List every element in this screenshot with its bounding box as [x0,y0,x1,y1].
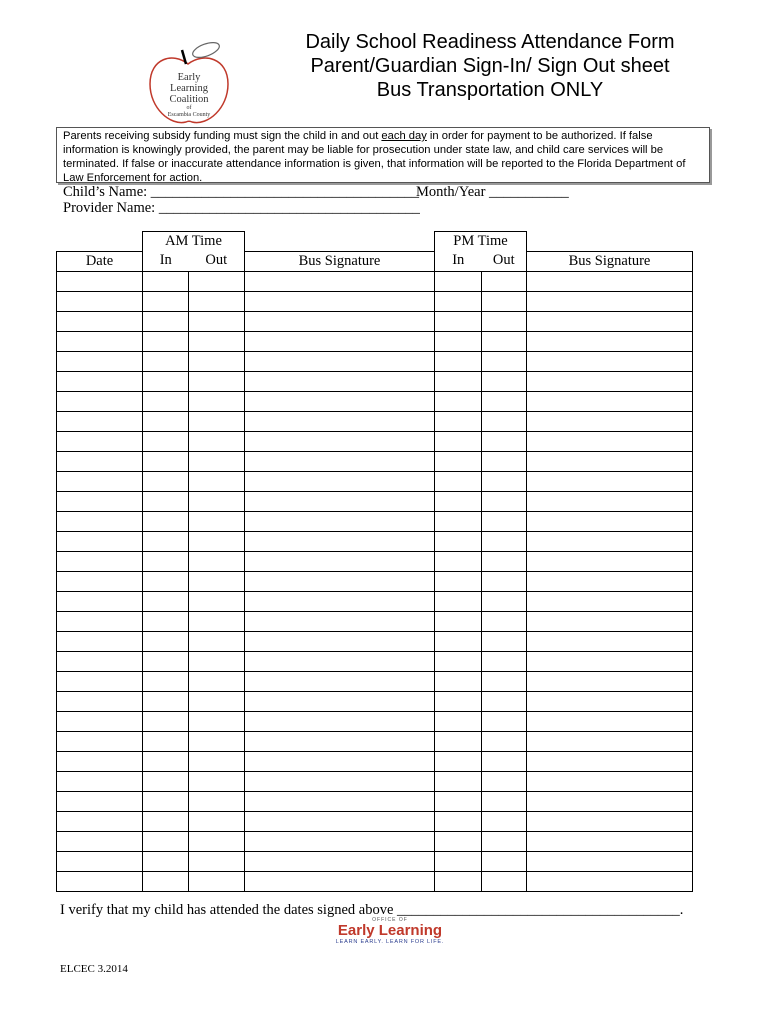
date-cell[interactable] [57,531,143,551]
pm-in-cell[interactable] [435,731,482,751]
pm-in-cell[interactable] [435,491,482,511]
tagline: LEARN EARLY. LEARN FOR LIFE. [335,939,445,945]
pm-bus-signature-cell[interactable] [527,471,693,491]
date-cell[interactable] [57,651,143,671]
pm-in-cell[interactable] [435,331,482,351]
pm-bus-signature-cell[interactable] [527,871,693,891]
table-row [57,451,693,471]
am-in-cell[interactable] [143,671,189,691]
pm-bus-signature-cell[interactable] [527,811,693,831]
pm-bus-signature-cell[interactable] [527,831,693,851]
am-bus-signature-cell[interactable] [245,651,435,671]
pm-out-cell[interactable] [482,651,527,671]
pm-out-cell[interactable] [482,611,527,631]
am-in-cell[interactable] [143,831,189,851]
table-row [57,471,693,491]
date-cell[interactable] [57,271,143,291]
header-spacer [527,232,693,252]
attendance-table [56,231,693,892]
am-out-header: Out [189,251,245,271]
pm-out-cell[interactable] [482,351,527,371]
pm-bus-signature-cell[interactable] [527,551,693,571]
am-bus-signature-cell[interactable] [245,751,435,771]
pm-out-cell[interactable] [482,371,527,391]
table-row [57,731,693,751]
pm-bus-signature-cell[interactable] [527,351,693,371]
pm-in-cell[interactable] [435,671,482,691]
am-bus-signature-cell[interactable] [245,311,435,331]
am-in-cell[interactable] [143,471,189,491]
am-out-cell[interactable] [189,871,245,891]
pm-out-cell[interactable] [482,331,527,351]
am-in-cell[interactable] [143,391,189,411]
am-in-cell[interactable] [143,511,189,531]
am-bus-signature-cell[interactable] [245,271,435,291]
am-out-cell[interactable] [189,351,245,371]
pm-bus-signature-cell[interactable] [527,731,693,751]
am-out-cell[interactable] [189,331,245,351]
am-bus-signature-cell[interactable] [245,671,435,691]
pm-in-cell[interactable] [435,651,482,671]
am-bus-signature-cell[interactable] [245,411,435,431]
am-out-cell[interactable] [189,511,245,531]
am-out-cell[interactable] [189,571,245,591]
am-in-cell[interactable] [143,631,189,651]
pm-in-cell[interactable] [435,791,482,811]
pm-out-cell[interactable] [482,531,527,551]
am-in-cell[interactable] [143,651,189,671]
pm-bus-signature-cell[interactable] [527,291,693,311]
date-cell[interactable] [57,831,143,851]
pm-bus-signature-cell[interactable] [527,851,693,871]
am-out-cell[interactable] [189,471,245,491]
table-row [57,531,693,551]
header-spacer [57,232,143,252]
am-bus-signature-cell[interactable] [245,731,435,751]
am-out-cell[interactable] [189,751,245,771]
am-bus-signature-cell[interactable] [245,291,435,311]
am-bus-signature-cell[interactable] [245,691,435,711]
am-out-cell[interactable] [189,711,245,731]
date-cell[interactable] [57,551,143,571]
table-row [57,831,693,851]
pm-bus-signature-cell[interactable] [527,631,693,651]
am-out-cell[interactable] [189,451,245,471]
am-bus-signature-cell[interactable] [245,711,435,731]
am-in-cell[interactable] [143,431,189,451]
pm-out-cell[interactable] [482,511,527,531]
pm-in-cell[interactable] [435,391,482,411]
am-out-cell[interactable] [189,651,245,671]
month-year-field[interactable]: Month/Year ___________ [416,184,569,200]
am-in-cell[interactable] [143,711,189,731]
am-in-cell[interactable] [143,331,189,351]
pm-bus-signature-cell[interactable] [527,431,693,451]
logo-line-5: Escambia County [167,112,211,118]
pm-bus-signature-cell[interactable] [527,651,693,671]
title-line-1: Daily School Readiness Attendance Form [305,31,675,53]
am-out-cell[interactable] [189,691,245,711]
date-header: Date [57,251,143,271]
title-line-3: Bus Transportation ONLY [376,79,604,101]
am-in-cell[interactable] [143,871,189,891]
pm-in-cell[interactable] [435,871,482,891]
date-cell[interactable] [57,771,143,791]
table-row [57,711,693,731]
pm-out-cell[interactable] [482,491,527,511]
date-cell[interactable] [57,431,143,451]
am-in-cell[interactable] [143,611,189,631]
am-in-cell[interactable] [143,751,189,771]
pm-in-cell[interactable] [435,771,482,791]
pm-out-cell[interactable] [482,751,527,771]
pm-out-cell[interactable] [482,791,527,811]
office-early-learning-logo [330,917,450,957]
pm-out-cell[interactable] [482,631,527,651]
am-bus-signature-cell[interactable] [245,831,435,851]
date-cell[interactable] [57,791,143,811]
notice-part-1: Parents receiving subsidy funding must sign the child in and out [63,130,382,142]
am-out-cell[interactable] [189,291,245,311]
logo-line-4: of [186,105,192,111]
pm-bus-signature-cell[interactable] [527,511,693,531]
pm-bus-signature-cell[interactable] [527,591,693,611]
am-in-cell[interactable] [143,551,189,571]
am-in-cell[interactable] [143,371,189,391]
table-row [57,351,693,371]
pm-bus-signature-cell[interactable] [527,491,693,511]
table-row [57,591,693,611]
am-out-cell[interactable] [189,591,245,611]
table-row [57,571,693,591]
table-row [57,671,693,691]
pm-in-cell[interactable] [435,611,482,631]
table-row [57,651,693,671]
am-bus-signature-cell[interactable] [245,531,435,551]
date-cell[interactable] [57,711,143,731]
verification-statement[interactable]: I verify that my child has attended the dates signed above _______________________________________. [60,902,684,918]
am-bus-signature-cell[interactable] [245,631,435,651]
pm-in-cell[interactable] [435,691,482,711]
am-in-cell[interactable] [143,411,189,431]
am-in-cell[interactable] [143,811,189,831]
table-row [57,811,693,831]
pm-bus-signature-cell[interactable] [527,531,693,551]
pm-in-cell[interactable] [435,351,482,371]
am-out-cell[interactable] [189,811,245,831]
pm-in-cell[interactable] [435,551,482,571]
date-cell[interactable] [57,351,143,371]
am-bus-signature-cell[interactable] [245,571,435,591]
subsidy-notice [56,127,710,183]
date-cell[interactable] [57,691,143,711]
office-of-label: OFFICE OF [372,917,408,923]
table-row [57,771,693,791]
am-out-cell[interactable] [189,391,245,411]
pm-in-cell[interactable] [435,371,482,391]
pm-bus-signature-cell[interactable] [527,711,693,731]
pm-bus-signature-cell[interactable] [527,751,693,771]
am-in-cell[interactable] [143,771,189,791]
am-time-header: AM Time [143,232,245,252]
pm-bus-signature-cell[interactable] [527,411,693,431]
header-spacer [245,232,435,252]
pm-bus-signature-cell[interactable] [527,691,693,711]
pm-bus-signature-cell[interactable] [527,311,693,331]
pm-in-cell[interactable] [435,711,482,731]
pm-bus-signature-cell[interactable] [527,771,693,791]
am-bus-signature-cell[interactable] [245,871,435,891]
childs-name-field[interactable]: Child’s Name: _____________________________________ [63,184,420,200]
logo-line-1: Early [177,72,201,83]
table-row [57,631,693,651]
table-row [57,371,693,391]
am-out-cell[interactable] [189,311,245,331]
pm-out-cell[interactable] [482,411,527,431]
date-cell[interactable] [57,371,143,391]
pm-bus-signature-cell[interactable] [527,571,693,591]
am-bus-signature-cell[interactable] [245,451,435,471]
am-bus-signature-cell[interactable] [245,351,435,371]
am-out-cell[interactable] [189,371,245,391]
pm-out-cell[interactable] [482,431,527,451]
am-in-cell[interactable] [143,291,189,311]
table-row [57,311,693,331]
notice-part-2: in order for payment to be authorized. If false information is knowingly provided, the parent may be liable for prosecution under state law, and child care services will be terminated. If false or inaccurate attendance information is given, that information will be reported to the Florida Department of Law Enforcement for action. [63,130,686,184]
date-cell[interactable] [57,311,143,331]
provider-name-field[interactable]: Provider Name: ____________________________________ [63,200,420,216]
table-row [57,751,693,771]
am-in-cell[interactable] [143,531,189,551]
date-cell[interactable] [57,391,143,411]
pm-bus-signature-cell[interactable] [527,391,693,411]
pm-in-cell[interactable] [435,751,482,771]
table-row [57,551,693,571]
pm-in-cell[interactable] [435,511,482,531]
pm-bus-signature-cell[interactable] [527,611,693,631]
pm-in-cell[interactable] [435,591,482,611]
pm-bus-signature-cell[interactable] [527,371,693,391]
am-out-cell[interactable] [189,831,245,851]
am-in-cell[interactable] [143,791,189,811]
early-learning-name: Early Learning [337,922,443,939]
am-out-cell[interactable] [189,491,245,511]
pm-out-cell[interactable] [482,851,527,871]
am-out-cell[interactable] [189,611,245,631]
pm-in-cell[interactable] [435,311,482,331]
pm-time-header: PM Time [435,232,527,252]
am-out-cell[interactable] [189,551,245,571]
am-in-cell[interactable] [143,691,189,711]
am-bus-signature-cell[interactable] [245,471,435,491]
am-in-cell[interactable] [143,591,189,611]
pm-out-cell[interactable] [482,291,527,311]
pm-in-cell[interactable] [435,411,482,431]
date-cell[interactable] [57,411,143,431]
am-bus-signature-cell[interactable] [245,511,435,531]
am-bus-signature-cell[interactable] [245,851,435,871]
pm-bus-signature-cell[interactable] [527,791,693,811]
date-cell[interactable] [57,571,143,591]
table-row [57,431,693,451]
am-bus-signature-cell[interactable] [245,591,435,611]
am-out-cell[interactable] [189,411,245,431]
am-bus-signature-cell[interactable] [245,391,435,411]
am-in-cell[interactable] [143,851,189,871]
pm-out-cell[interactable] [482,471,527,491]
pm-in-cell[interactable] [435,271,482,291]
pm-in-cell[interactable] [435,531,482,551]
date-cell[interactable] [57,291,143,311]
pm-in-cell[interactable] [435,471,482,491]
am-in-cell[interactable] [143,451,189,471]
date-cell[interactable] [57,671,143,691]
pm-in-cell[interactable] [435,811,482,831]
pm-out-cell[interactable] [482,551,527,571]
table-row [57,691,693,711]
am-bus-signature-cell[interactable] [245,771,435,791]
pm-in-cell[interactable] [435,451,482,471]
pm-bus-signature-cell[interactable] [527,671,693,691]
table-row [57,791,693,811]
pm-out-header: Out [482,251,527,271]
pm-in-header: In [435,251,482,271]
am-in-cell[interactable] [143,311,189,331]
am-in-cell[interactable] [143,271,189,291]
am-in-cell[interactable] [143,491,189,511]
am-in-cell[interactable] [143,351,189,371]
elc-logo [138,42,238,132]
am-bus-signature-cell[interactable] [245,431,435,451]
date-cell[interactable] [57,511,143,531]
am-bus-signature-header: Bus Signature [245,251,435,271]
date-cell[interactable] [57,331,143,351]
date-cell[interactable] [57,631,143,651]
table-row [57,851,693,871]
am-out-cell[interactable] [189,271,245,291]
pm-bus-signature-header: Bus Signature [527,251,693,271]
date-cell[interactable] [57,451,143,471]
table-row [57,491,693,511]
date-cell[interactable] [57,591,143,611]
am-out-cell[interactable] [189,771,245,791]
table-row [57,271,693,291]
am-out-cell[interactable] [189,731,245,751]
am-out-cell[interactable] [189,531,245,551]
form-title [250,30,730,102]
title-line-2: Parent/Guardian Sign-In/ Sign Out sheet [310,55,670,77]
pm-out-cell[interactable] [482,711,527,731]
am-out-cell[interactable] [189,791,245,811]
pm-in-cell[interactable] [435,431,482,451]
am-bus-signature-cell[interactable] [245,551,435,571]
pm-out-cell[interactable] [482,831,527,851]
pm-bus-signature-cell[interactable] [527,451,693,471]
am-bus-signature-cell[interactable] [245,371,435,391]
date-cell[interactable] [57,471,143,491]
am-in-header: In [143,251,189,271]
pm-out-cell[interactable] [482,771,527,791]
pm-out-cell[interactable] [482,691,527,711]
pm-out-cell[interactable] [482,311,527,331]
pm-in-cell[interactable] [435,851,482,871]
pm-in-cell[interactable] [435,631,482,651]
table-row [57,291,693,311]
date-cell[interactable] [57,731,143,751]
table-row [57,391,693,411]
am-out-cell[interactable] [189,431,245,451]
pm-out-cell[interactable] [482,671,527,691]
pm-in-cell[interactable] [435,291,482,311]
am-bus-signature-cell[interactable] [245,791,435,811]
am-bus-signature-cell[interactable] [245,811,435,831]
date-cell[interactable] [57,871,143,891]
pm-out-cell[interactable] [482,871,527,891]
logo-line-2: Learning [170,83,208,94]
am-bus-signature-cell[interactable] [245,331,435,351]
pm-out-cell[interactable] [482,391,527,411]
pm-out-cell[interactable] [482,571,527,591]
date-cell[interactable] [57,751,143,771]
am-bus-signature-cell[interactable] [245,491,435,511]
am-in-cell[interactable] [143,571,189,591]
pm-out-cell[interactable] [482,271,527,291]
notice-underlined: each day [381,130,427,142]
date-cell[interactable] [57,811,143,831]
pm-out-cell[interactable] [482,731,527,751]
am-out-cell[interactable] [189,851,245,871]
am-out-cell[interactable] [189,671,245,691]
table-row [57,411,693,431]
date-cell[interactable] [57,491,143,511]
date-cell[interactable] [57,851,143,871]
am-in-cell[interactable] [143,731,189,751]
table-row [57,511,693,531]
am-out-cell[interactable] [189,631,245,651]
table-row [57,871,693,891]
pm-out-cell[interactable] [482,451,527,471]
form-version: ELCEC 3.2014 [60,963,128,975]
logo-line-3: Coalition [169,94,209,105]
pm-in-cell[interactable] [435,831,482,851]
table-row [57,331,693,351]
pm-bus-signature-cell[interactable] [527,271,693,291]
date-cell[interactable] [57,611,143,631]
table-row [57,611,693,631]
pm-out-cell[interactable] [482,591,527,611]
pm-in-cell[interactable] [435,571,482,591]
pm-bus-signature-cell[interactable] [527,331,693,351]
pm-out-cell[interactable] [482,811,527,831]
am-bus-signature-cell[interactable] [245,611,435,631]
